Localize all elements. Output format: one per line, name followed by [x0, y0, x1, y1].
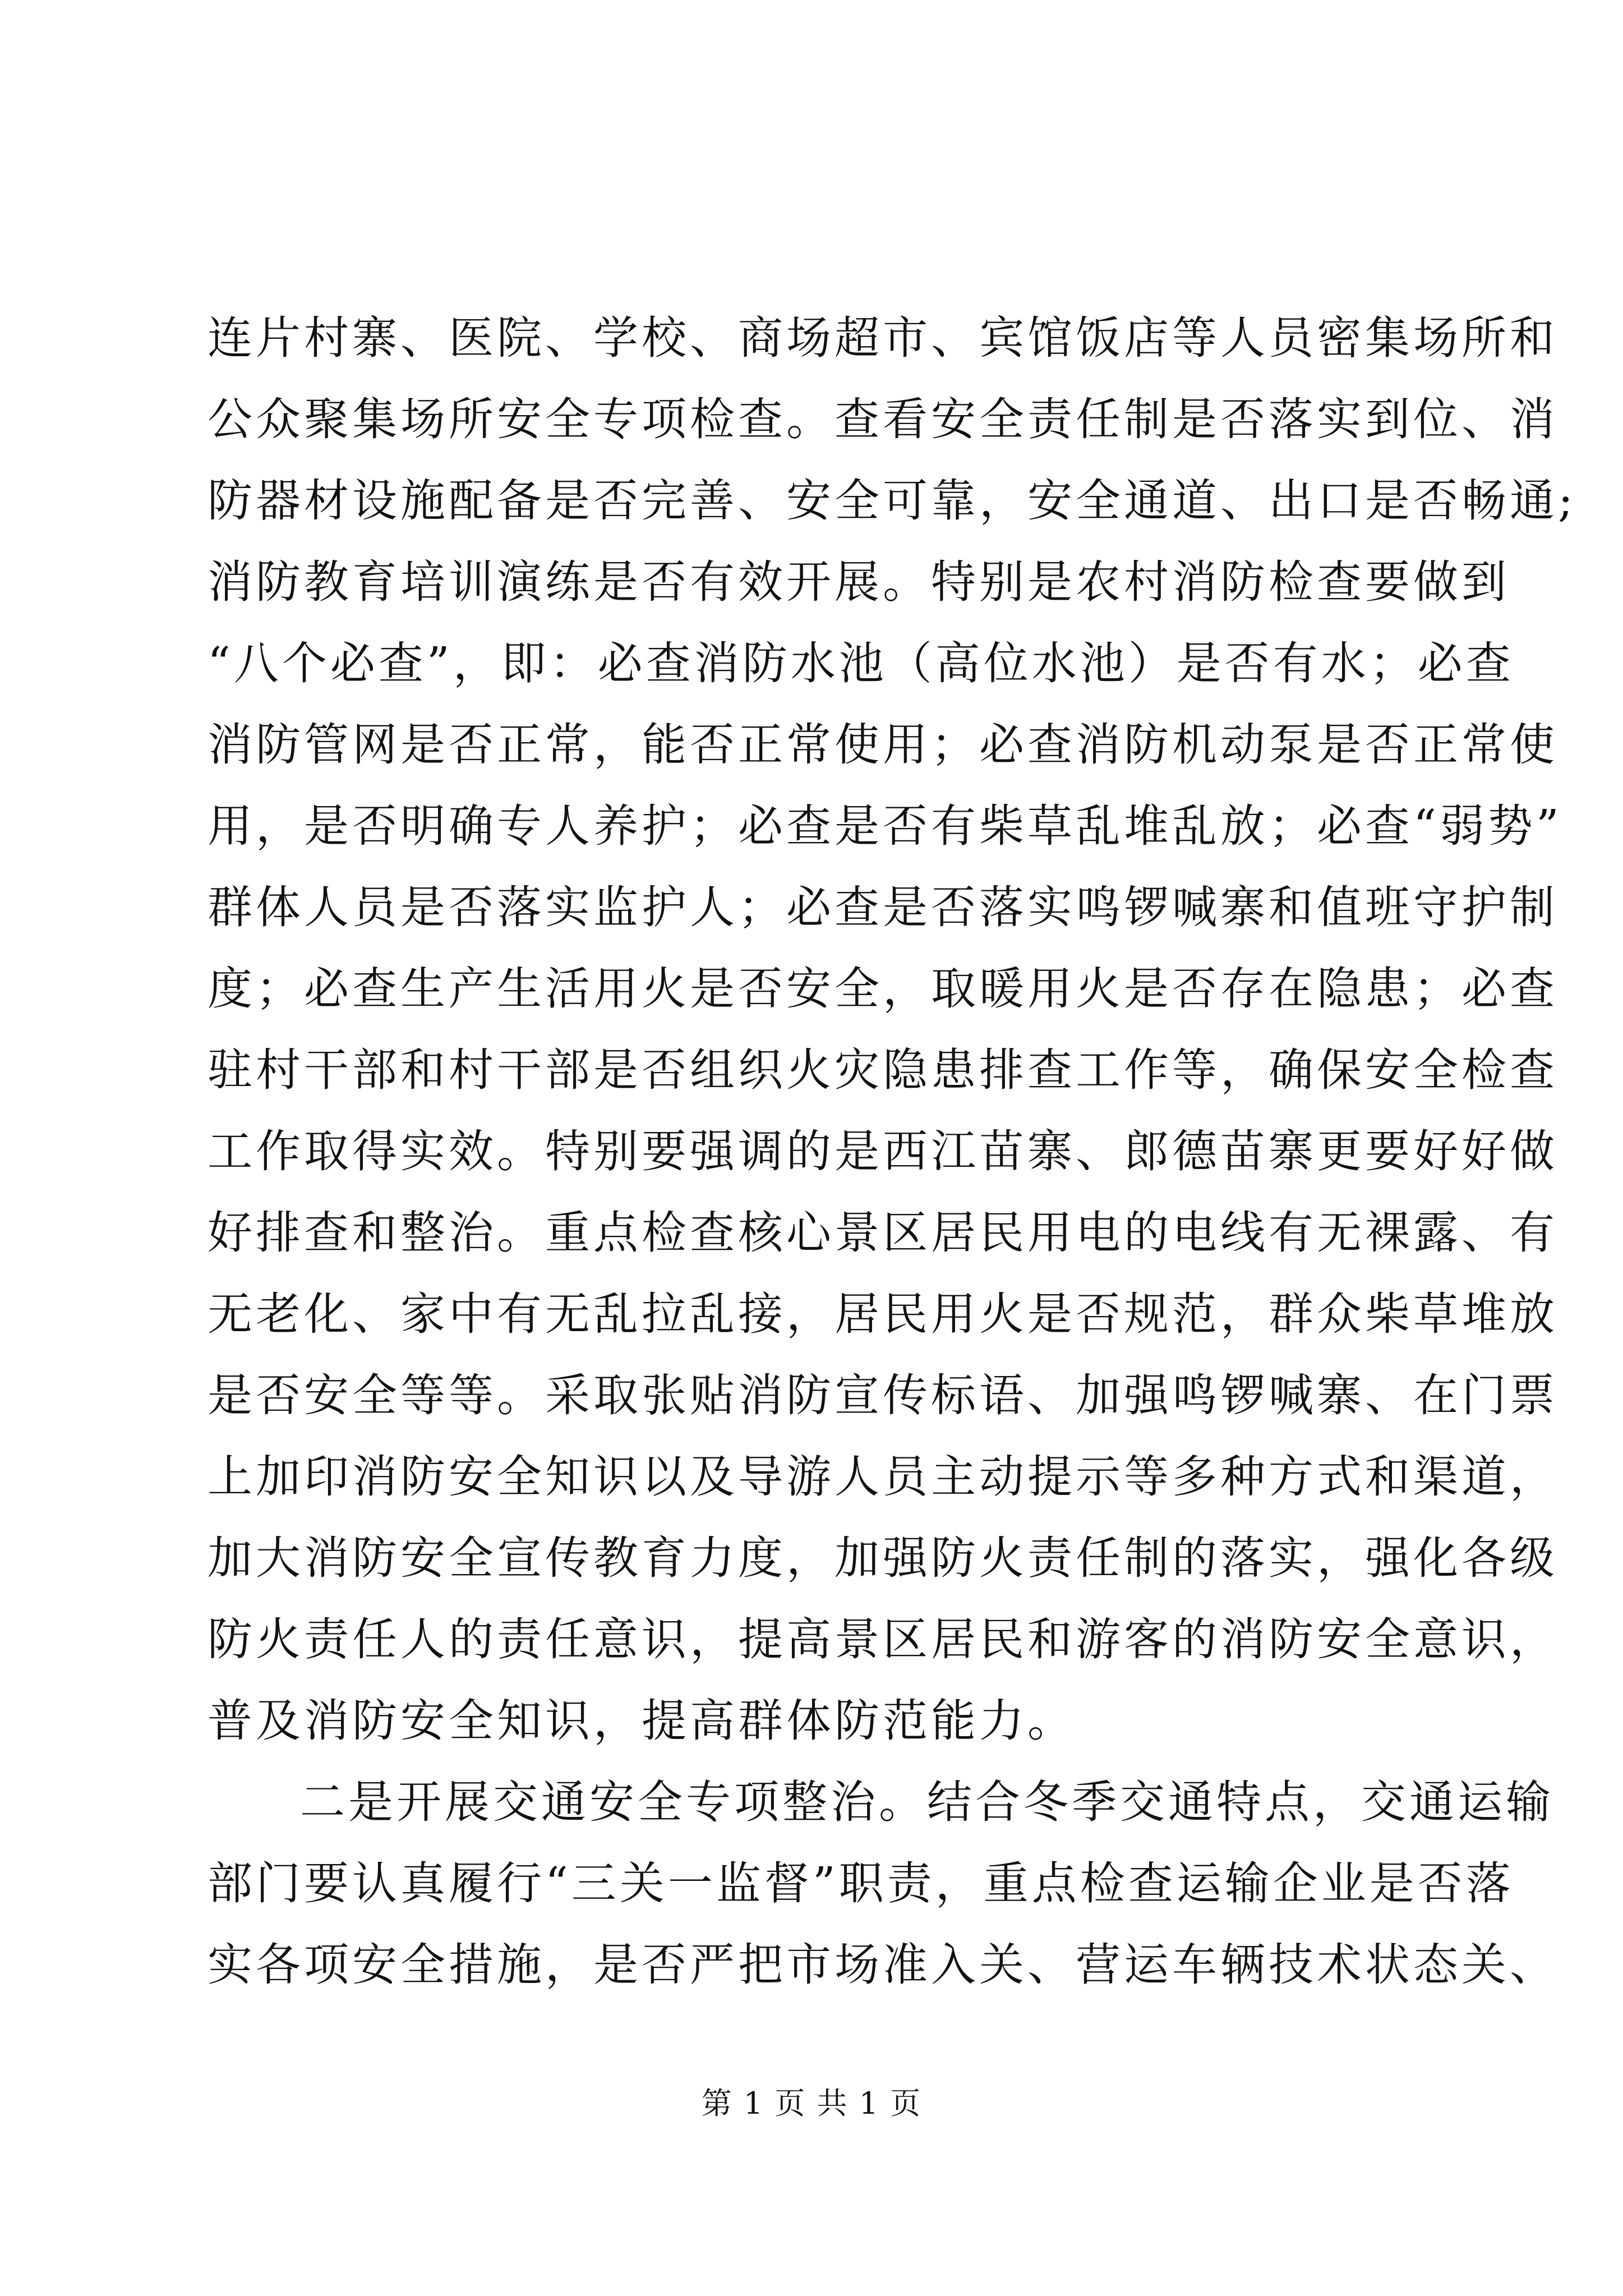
- text-line: 连片村寨、医院、学校、商场超市、宾馆饭店等人员密集场所和: [208, 312, 1558, 364]
- text-line: 上加印消防安全知识以及导游人员主动提示等多种方式和渠道，: [208, 1451, 1558, 1503]
- paragraph-end-line: 普及消防安全知识，提高群体防范能力。: [208, 1695, 1076, 1747]
- page-number: 第 1 页 共 1 页: [701, 2086, 922, 2121]
- text-line: 加大消防安全宣传教育力度，加强防火责任制的落实，强化各级: [208, 1532, 1558, 1584]
- text-line: “八个必查”，即：必查消防水池（高位水池）是否有水；必查: [208, 637, 1514, 689]
- text-line: 用，是否明确专人养护；必查是否有柴草乱堆乱放；必查“弱势”: [208, 800, 1562, 852]
- body-text: [208, 297, 1576, 2005]
- text-line: 度；必查生产生活用火是否安全，取暖用火是否存在隐患；必查: [208, 963, 1558, 1015]
- text-line: 群体人员是否落实监护人；必查是否落实鸣锣喊寨和值班守护制: [208, 881, 1558, 933]
- text-line: 部门要认真履行“三关一监督”职责，重点检查运输企业是否落: [208, 1857, 1514, 1910]
- text-line: 工作取得实效。特别要强调的是西江苗寨、郎德苗寨更要好好做: [208, 1125, 1558, 1177]
- text-line: 公众聚集场所安全专项检查。查看安全责任制是否落实到位、消: [208, 393, 1558, 445]
- text-line: 消防管网是否正常，能否正常使用；必查消防机动泵是否正常使: [208, 719, 1558, 771]
- text-line: 好排查和整治。重点检查核心景区居民用电的电线有无裸露、有: [208, 1207, 1558, 1259]
- paragraph-first-line: 二是开展交通安全专项整治。结合冬季交通特点，交通运输: [300, 1776, 1554, 1828]
- text-line: 驻村干部和村干部是否组织火灾隐患排查工作等，确保安全检查: [208, 1044, 1558, 1096]
- text-line: 是否安全等等。采取张贴消防宣传标语、加强鸣锣喊寨、在门票: [208, 1369, 1558, 1421]
- text-line: 实各项安全措施，是否严把市场准入关、营运车辆技术状态关、: [208, 1939, 1558, 1991]
- text-line: 防器材设施配备是否完善、安全可靠，安全通道、出口是否畅通;: [208, 475, 1576, 527]
- text-line: 消防教育培训演练是否有效开展。特别是农村消防检查要做到: [208, 556, 1510, 608]
- text-line: 防火责任人的责任意识，提高景区居民和游客的消防安全意识，: [208, 1613, 1558, 1665]
- page-footer: [0, 2084, 1623, 2123]
- text-line: 无老化、家中有无乱拉乱接，居民用火是否规范，群众柴草堆放: [208, 1288, 1558, 1340]
